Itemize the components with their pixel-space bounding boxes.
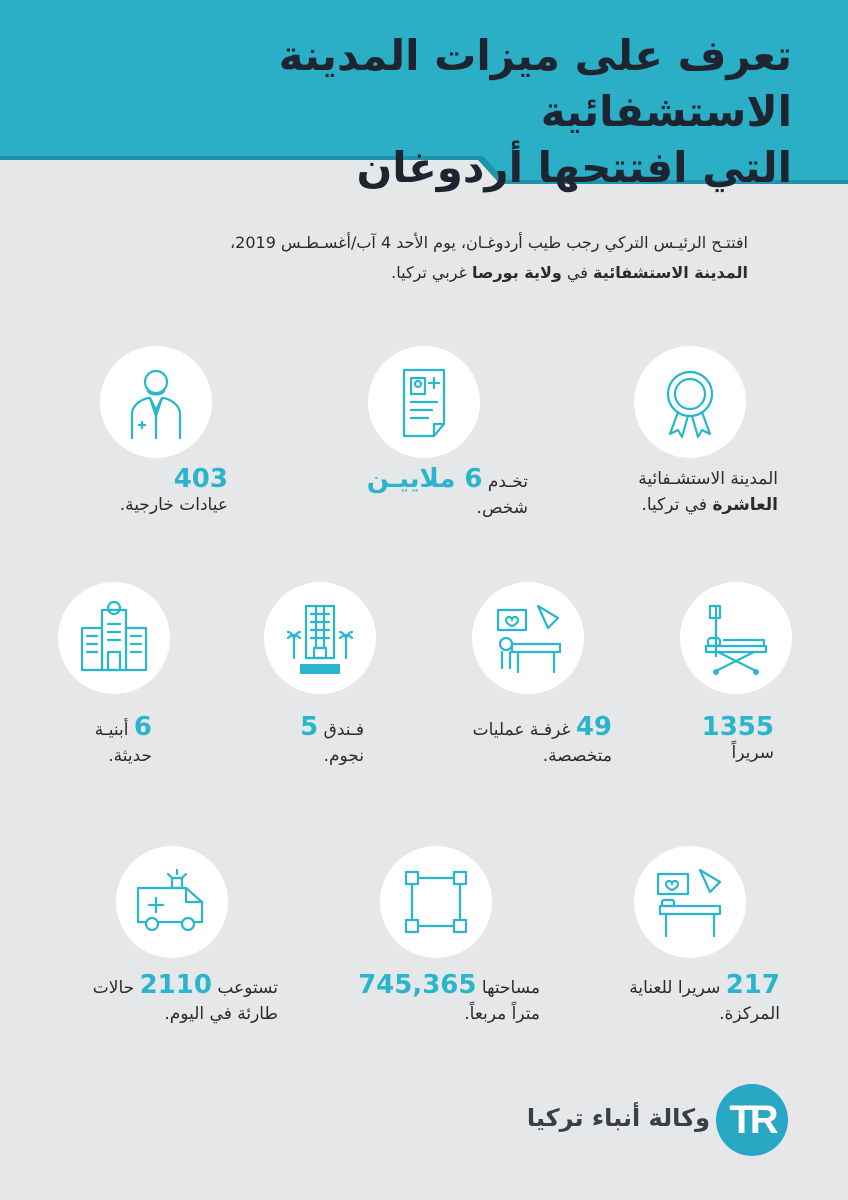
stat-hotel-prefix: فـندق — [318, 720, 364, 740]
ambulance-circle — [116, 846, 228, 958]
stat-hotel — [214, 714, 364, 769]
stat-emergency-rest: حالات — [92, 978, 140, 998]
stat-icu — [580, 972, 780, 1027]
stat-serve-prefix: تخـدم — [482, 472, 528, 492]
stat-clinics — [28, 466, 228, 518]
stat-emergency-number: 2110 — [139, 970, 212, 1000]
stat-area-line2: متراً مربعاً. — [464, 1004, 540, 1024]
area-square-icon — [394, 860, 478, 944]
stat-buildings-rest: أبنيـة — [94, 720, 134, 740]
stat-area-number: 745,365 — [358, 970, 477, 1000]
operating-room-icon — [486, 596, 570, 680]
stat-emergency-line1 — [38, 972, 278, 1001]
stat-icu-line1 — [580, 972, 780, 1001]
stat-hotel-line2: نجوم. — [323, 746, 364, 766]
icu-circle — [634, 846, 746, 958]
page-title — [32, 28, 792, 196]
hospital-bed-icon — [694, 596, 778, 680]
stat-operating-number: 49 — [575, 712, 612, 742]
award-circle — [634, 346, 746, 458]
intro-end: غربي تركيا. — [391, 263, 472, 282]
stat-operating-line1 — [412, 714, 612, 743]
stat-operating-line2: متخصصة. — [542, 746, 612, 766]
stat-operating — [412, 714, 612, 769]
stat-serve-line1 — [308, 466, 528, 495]
building-circle — [58, 582, 170, 694]
icu-bed-icon — [648, 860, 732, 944]
medical-file-icon — [382, 360, 466, 444]
stat-icu-rest: سريرا للعناية — [629, 978, 726, 998]
stat-buildings-line1 — [12, 714, 152, 743]
ambulance-icon — [130, 860, 214, 944]
bed-circle — [680, 582, 792, 694]
stat-icu-line2: المركزة. — [719, 1004, 780, 1024]
stat-clinics-number: 403 — [173, 464, 228, 494]
stat-area-prefix: مساحتها — [476, 978, 540, 998]
intro-mid: في — [561, 263, 594, 282]
intro-paragraph — [88, 228, 748, 288]
doctor-icon — [114, 360, 198, 444]
intro-line-2 — [88, 258, 748, 288]
building-icon — [72, 596, 156, 680]
stat-clinics-label: عيادات خارجية. — [119, 495, 228, 515]
intro-bold-province: ولاية بورصا — [472, 263, 562, 282]
stat-buildings-line2: حديثة. — [108, 746, 152, 766]
intro-line-1: افتتـح الرئيـس التركي رجب طيب أردوغـان، يوم الأحد 4 آب/أغسـطـس 2019، — [230, 233, 748, 252]
agency-name: وكالة أنباء تركيا — [526, 1104, 710, 1132]
stat-beds-label: سريراً — [731, 743, 774, 763]
stat-hotel-line1 — [214, 714, 364, 743]
stat-beds-number: 1355 — [701, 712, 774, 742]
stat-area — [300, 972, 540, 1027]
stat-hotel-number: 5 — [300, 712, 319, 742]
stat-icu-number: 217 — [725, 970, 780, 1000]
area-circle — [380, 846, 492, 958]
file-circle — [368, 346, 480, 458]
operating-circle — [472, 582, 584, 694]
stat-serve — [308, 466, 528, 521]
stat-tenth-line2 — [558, 492, 778, 518]
hotel-icon — [278, 596, 362, 680]
stat-area-line1 — [300, 972, 540, 1001]
stat-serve-number: 6 ملاييـن — [366, 464, 483, 494]
title-line-1: تعرف على ميزات المدينة الاستشفائية — [278, 31, 792, 136]
stat-beds — [614, 714, 774, 766]
stat-tenth-rest: في تركيا. — [641, 495, 713, 515]
stat-tenth-line1: المدينة الاستشـفائية — [638, 469, 778, 489]
stat-buildings-number: 6 — [133, 712, 152, 742]
stat-operating-rest: غرفـة عمليات — [472, 720, 576, 740]
stat-buildings — [12, 714, 152, 769]
stat-tenth-hospital — [558, 466, 778, 518]
hotel-circle — [264, 582, 376, 694]
stat-emergency-line2: طارئة في اليوم. — [164, 1004, 278, 1024]
stat-serve-line2: شخص. — [476, 498, 528, 518]
title-line-2: التي افتتحها أردوغان — [356, 143, 792, 192]
stat-emergency — [38, 972, 278, 1027]
stat-tenth-bold: العاشرة — [712, 495, 778, 515]
stat-emergency-prefix: تستوعب — [211, 978, 278, 998]
agency-logo: TR — [716, 1084, 788, 1156]
doctor-circle — [100, 346, 212, 458]
award-ribbon-icon — [648, 360, 732, 444]
intro-bold-city: المدينة الاستشفائية — [593, 263, 748, 282]
